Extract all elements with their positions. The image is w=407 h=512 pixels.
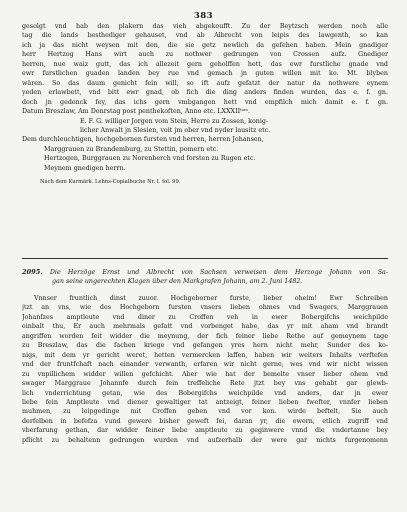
body-line: jtzt an vns, wie des Hochgeborn fursten vnsers lieben ohmes vnd Swagers, Marggrauen (22, 304, 388, 312)
text-line: herren, nue waiz gutt, das ich allezeit gern geholffen hett, das ewr furstliche gnade vnd (22, 60, 388, 68)
address-line: Meynem gnedigen herrn. (44, 164, 126, 172)
body-line: swager Marggraue Johannfe durch fein treffeliche Rete jtzt bey vns gehabt gar glewb- (22, 380, 388, 388)
heading-line: gan seine ungerechten Klagen über den Markgrafen Johann, am 2. Juni 1482. (52, 278, 303, 286)
page-number: 383 (193, 11, 214, 21)
text-line: yeden erlawbett, vnd bitt ewr gnad, ob fich die ding anders finden wurden, das e. f. gn. (22, 89, 388, 97)
document-number: 2095. (22, 268, 43, 276)
body-line: zu Breszlaw, das die fachen kriege vnd gefangen yres hern nicht mehr, Sunder des ko- (22, 342, 388, 350)
date-line: Datum Breszlaw, Am Donrstag post penthekoften, Anno etc. LXXXIIᵗᵒᵐ. (22, 108, 250, 116)
heading-line: Die Herzöge Ernst und Albrecht von Sachsen verweisen dem Herzoge Johann von Sa- (49, 269, 388, 276)
body-line: liebe fein Amptleute vnd diener gewaltiger tat antzeigt, feiner lieben fwefter, vnnfer lieben (22, 398, 388, 406)
body-line: pflicht zu behaltenn gedrungen wurden vnd aufzerhalb der were gar nichts furgenomenn (22, 436, 388, 444)
letter-top-text (22, 22, 388, 185)
body-line: vberfarung gethan, dar widder feiner liebe amptleute zu geginwere vnnd die vndertanne bey (22, 427, 388, 435)
text-line: gesolgt vnd hab den plakern das vieh abgekoufft. Zu der Beytzsch werden noch alle (22, 23, 388, 30)
text-line: wären. So das daum genicht fein will, so ift aufz gefatzt der natur da nothwere eynem (22, 79, 388, 87)
document-body (22, 294, 388, 445)
body-line: vnd der fruntfchaft nach einander verwanth, erfaren wir nicht gerne, wes vnd wir nicht wissen (22, 361, 388, 369)
body-line: Johanfzes amptleute vnd diner zu Croffen veh in ewer Bobergifchs weichpilde (22, 313, 388, 321)
body-line: muhmen, zu leipgedinge mit Croffen geben vnd vor kon. wirde beftelt, Sie auch (22, 408, 388, 416)
body-line: nigs, mit dem yr gericht weret, hetten vermercken laffen, haben wir weiters Inhalts verftefen (22, 351, 388, 359)
body-line: lich vnderrichtung getan, wie des Bobergifchs weichpilde vnd anders, dar jn ewer (22, 389, 388, 397)
address-line: Hertzogen, Burggrauen zu Norenberch vnd forsten zu Rugen etc. (44, 155, 256, 163)
address-line: Dem durchleuchtigen, hochgebornen fursten vnd herren, herren Johansen, (22, 136, 264, 144)
source-citation: Nach dem Kurmärk. Lehns-Copialbuche Nr. I. fol. 99. (40, 179, 181, 186)
body-line: angriffen worden feit widder die meynung, der fich feiner liebe Rethe auf gemeynem tage (22, 332, 388, 340)
address-line: Marggrauen zu Brandemburg, zu Stettin, pomern etc. (44, 145, 219, 153)
text-line: herr Hertzog Hans wirt auch zu nothwer gedrungen von Crossen aufz. Gnediger (22, 51, 388, 59)
document-heading (22, 268, 388, 286)
text-line: ich ja das nicht weysen mit den, die sie getz newlich da gefehen haben. Mein gnadiger (22, 41, 388, 49)
body-line: zu vnpillichem widder willen gefchicht. Aber wie hat der bemelte vnser lieber ohem vnd (22, 370, 388, 378)
text-line: ewr furstlichen guaden landen bey rue vnd gemach jn guten willen mit ko. Mt. blyben (22, 70, 388, 78)
signature-line: E. F. G. williger Jorgen vom Stein, Herre zu Zossen, konig- (80, 117, 269, 125)
body-line: Vnnser fruntlich dinst zuuor. Hochgeborner furste, lieber oheim! Ewr Schreiben (34, 295, 388, 302)
text-line: doch jn gedenck fey, das ichs gern vmbgangen hett vnd empfilch mich damit e. f. gn. (22, 98, 388, 106)
text-line: tag die lands besthediger gehauset, vnd ab Albrecht von leipis des lawgenth, so kan (22, 32, 388, 40)
signature-continued-line: licher Anwalt jn Slesien, voit jm ober vnd nyder lausitz etc. (80, 126, 271, 134)
section-divider (22, 258, 388, 259)
body-line: einbalt thu, Er auch mehrmals gefatt vnd vorbenget habe, das yr mit aham vnd brandt (22, 323, 388, 331)
body-line: derfelben in befefza vund gewere bisher geweft fei, daran yr, die ewern, etlich zugriff vnd (22, 417, 388, 425)
